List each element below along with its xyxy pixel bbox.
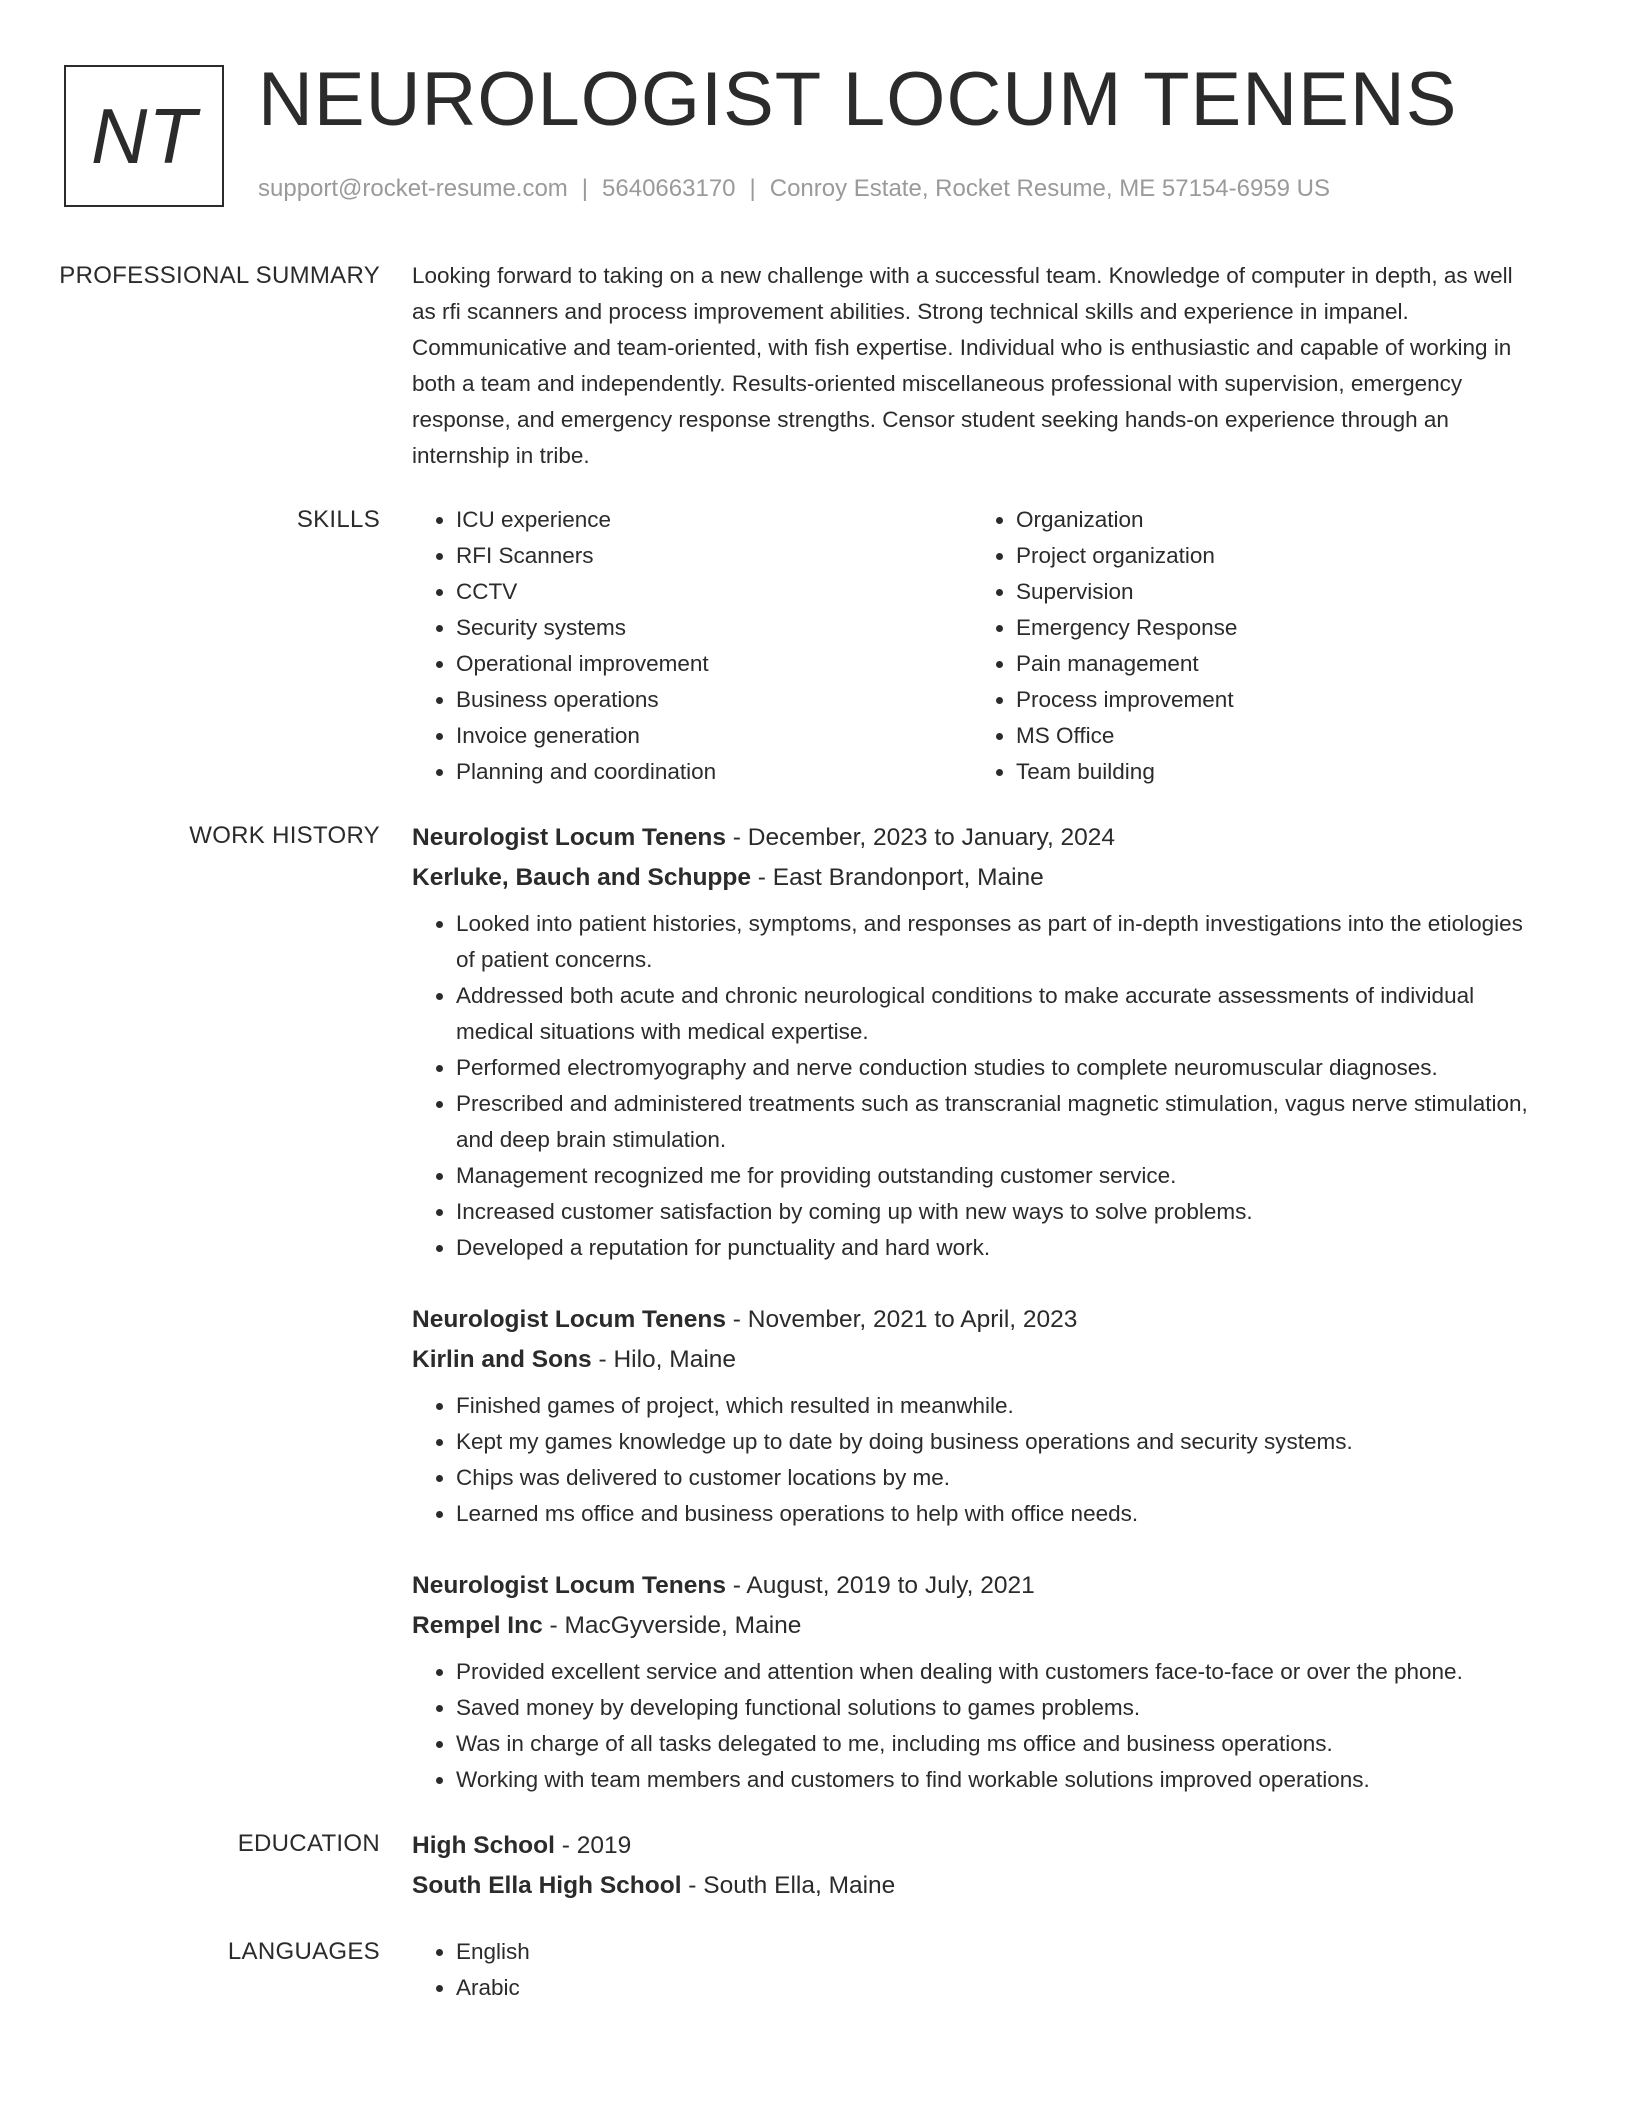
initials-monogram: NT <box>64 65 224 207</box>
skills-list-right <box>972 502 1532 790</box>
job-company: Rempel Inc <box>412 1612 543 1639</box>
job-company: Kerluke, Bauch and Schuppe <box>412 864 751 891</box>
education-location: - South Ella, Maine <box>681 1872 896 1899</box>
skill-item: • CCTV <box>456 574 972 610</box>
job-entry <box>412 818 1532 1266</box>
job-bullet: • Finished games of project, which resulted in meanwhile. <box>456 1388 1532 1424</box>
job-bullets <box>412 1388 1532 1532</box>
job-company: Kirlin and Sons <box>412 1346 592 1373</box>
skills-list-left <box>412 502 972 790</box>
job-dates: - November, 2021 to April, 2023 <box>726 1306 1078 1333</box>
job-location: - East Brandonport, Maine <box>751 864 1044 891</box>
skills-heading: SKILLS <box>296 506 380 533</box>
job-bullet: • Prescribed and administered treatments such as transcranial magnetic stimulation, vagus nerve stimulation, and deep brain stimulation. <box>456 1086 1532 1158</box>
job-bullet: • Addressed both acute and chronic neurological conditions to make accurate assessments of individual medical situations with medical expertise. <box>456 978 1532 1050</box>
job-bullet: • Management recognized me for providing outstanding customer service. <box>456 1158 1532 1194</box>
education-heading: EDUCATION <box>237 1830 380 1857</box>
resume-sections <box>0 258 1632 2034</box>
work-history-heading: WORK HISTORY <box>189 822 380 849</box>
skill-item: • MS Office <box>1016 718 1532 754</box>
job-company-line <box>412 1340 1532 1380</box>
summary-text: Looking forward to taking on a new challenge with a successful team. Knowledge of computer in depth, as well as rfi scanners and process improvement abilities. Strong technical skills and experience in impanel. Communicative and team-oriented, with fish expertise. Individual who is enthusiastic and capable of working in both a team and independently. Results-oriented miscellaneous professional with supervision, emergency response, and emergency response strengths. Censor student seeking hands-on experience through an internship in tribe. <box>412 263 1513 468</box>
contact-separator: | <box>581 175 589 202</box>
skill-item: • ICU experience <box>456 502 972 538</box>
skill-item: • Process improvement <box>1016 682 1532 718</box>
contact-address: Conroy Estate, Rocket Resume, ME 57154-6959 US <box>769 175 1331 202</box>
job-dates: - December, 2023 to January, 2024 <box>726 824 1116 851</box>
skills-section <box>0 502 1632 790</box>
job-company-line <box>412 1606 1532 1646</box>
skill-item: • RFI Scanners <box>456 538 972 574</box>
languages-heading: LANGUAGES <box>227 1938 380 1965</box>
job-bullets <box>412 1654 1532 1798</box>
language-item: • Arabic <box>456 1970 1532 2006</box>
contact-email[interactable]: support@rocket-resume.com <box>258 175 568 202</box>
skill-item: • Supervision <box>1016 574 1532 610</box>
job-bullet: • Looked into patient histories, symptoms, and responses as part of in-depth investigations into the etiologies of patient concerns. <box>456 906 1532 978</box>
job-bullet: • Saved money by developing functional solutions to games problems. <box>456 1690 1532 1726</box>
job-bullet: • Learned ms office and business operations to help with office needs. <box>456 1496 1532 1532</box>
education-school: South Ella High School <box>412 1872 682 1899</box>
skill-item: • Team building <box>1016 754 1532 790</box>
contact-separator: | <box>749 175 756 202</box>
skill-item: • Security systems <box>456 610 972 646</box>
job-title: Neurologist Locum Tenens <box>412 1306 726 1333</box>
job-title-line <box>412 1566 1532 1606</box>
skill-item: • Business operations <box>456 682 972 718</box>
education-degree: High School <box>412 1832 555 1859</box>
work-history-section <box>0 818 1632 1798</box>
job-company-line <box>412 858 1532 898</box>
contact-line <box>258 175 1330 203</box>
job-bullet: • Was in charge of all tasks delegated to me, including ms office and business operations. <box>456 1726 1532 1762</box>
job-dates: - August, 2019 to July, 2021 <box>726 1572 1035 1599</box>
education-section <box>0 1826 1632 1906</box>
languages-section <box>0 1934 1632 2006</box>
job-bullet: • Developed a reputation for punctuality and hard work. <box>456 1230 1532 1266</box>
skill-item: • Project organization <box>1016 538 1532 574</box>
job-title: Neurologist Locum Tenens <box>412 1572 726 1599</box>
skill-item: • Emergency Response <box>1016 610 1532 646</box>
education-degree-line <box>412 1826 1532 1866</box>
summary-section <box>0 258 1632 474</box>
language-item: • English <box>456 1934 1532 1970</box>
job-entry <box>412 1566 1532 1798</box>
job-location: - MacGyverside, Maine <box>542 1612 802 1639</box>
job-bullet: • Performed electromyography and nerve conduction studies to complete neuromuscular diagnoses. <box>456 1050 1532 1086</box>
skill-item: • Pain management <box>1016 646 1532 682</box>
job-title: Neurologist Locum Tenens <box>412 824 726 851</box>
summary-heading: PROFESSIONAL SUMMARY <box>59 262 380 289</box>
education-year: - 2019 <box>554 1832 632 1859</box>
skill-item: • Invoice generation <box>456 718 972 754</box>
skill-item: • Organization <box>1016 502 1532 538</box>
job-bullet: • Increased customer satisfaction by coming up with new ways to solve problems. <box>456 1194 1532 1230</box>
job-bullets <box>412 906 1532 1266</box>
education-school-line <box>412 1866 1532 1906</box>
job-bullet: • Kept my games knowledge up to date by doing business operations and security systems. <box>456 1424 1532 1460</box>
skill-item: • Planning and coordination <box>456 754 972 790</box>
candidate-name: NEUROLOGIST LOCUM TENENS <box>258 57 1458 142</box>
job-entry <box>412 1300 1532 1532</box>
job-location: - Hilo, Maine <box>591 1346 737 1373</box>
job-bullet: • Provided excellent service and attention when dealing with customers face-to-face or over the phone. <box>456 1654 1532 1690</box>
job-bullet: • Working with team members and customers to find workable solutions improved operations. <box>456 1762 1532 1798</box>
job-title-line <box>412 818 1532 858</box>
job-title-line <box>412 1300 1532 1340</box>
languages-list <box>412 1934 1532 2006</box>
skill-item: • Operational improvement <box>456 646 972 682</box>
contact-phone[interactable]: 5640663170 <box>602 175 736 202</box>
job-bullet: • Chips was delivered to customer locations by me. <box>456 1460 1532 1496</box>
